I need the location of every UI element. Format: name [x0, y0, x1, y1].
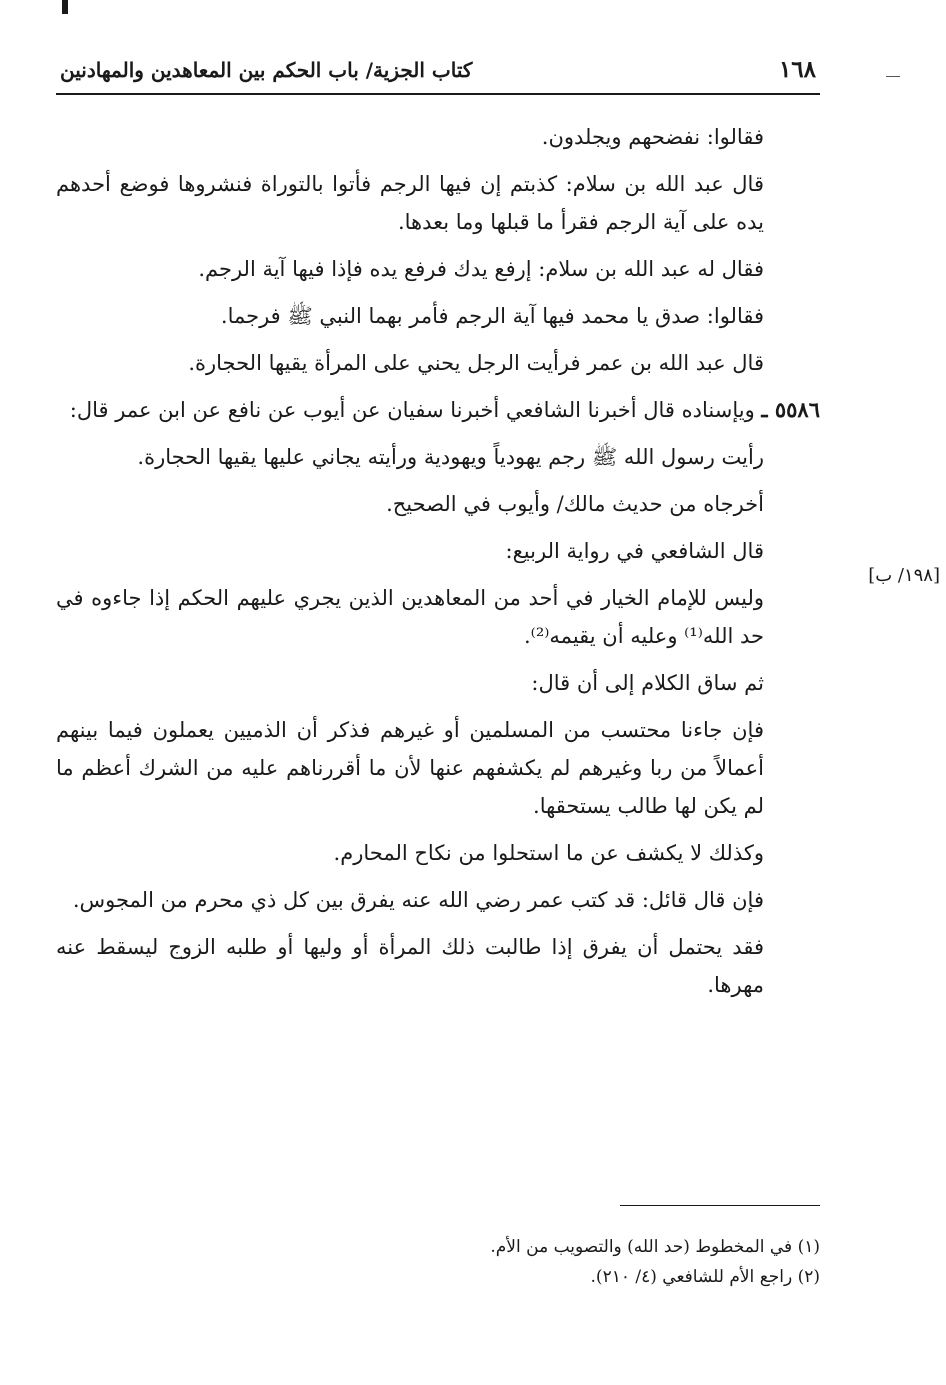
page-header: [56, 50, 820, 92]
paragraph: وكذلك لا يكشف عن ما استحلوا من نكاح المحارم.: [333, 841, 764, 865]
paragraph: فإن قال قائل: قد كتب عمر رضي الله عنه يفرق بين كل ذي محرم من المجوس.: [72, 888, 764, 912]
paragraph: أخرجاه من حديث مالك/ وأيوب في الصحيح.: [386, 492, 764, 516]
paragraph: فقال له عبد الله بن سلام: إرفع يدك فرفع يده فإذا فيها آية الرجم.: [198, 257, 764, 281]
hadith-number: ٥٥٨٦ ـ: [761, 397, 820, 422]
hadith-paragraph: [56, 391, 820, 429]
paragraph: قال الشافعي في رواية الربيع:: [505, 539, 764, 563]
footnotes: [56, 1232, 820, 1292]
paragraph: فقالوا: صدق يا محمد فيها آية الرجم فأمر بهما النبي ﷺ فرجما.: [220, 304, 764, 328]
footnote: (٢) راجع الأم للشافعي (٤/ ٢١٠).: [590, 1267, 820, 1287]
running-title: كتاب الجزية/ باب الحكم بين المعاهدين والمهادنين: [60, 58, 473, 82]
scan-corner-mark: [62, 0, 68, 14]
scan-stray-mark: [886, 76, 900, 77]
paragraph: فقالوا: نفضحهم ويجلدون.: [541, 125, 764, 149]
paragraph: ثم ساق الكلام إلى أن قال:: [531, 671, 764, 695]
paragraph: وليس للإمام الخيار في أحد من المعاهدين الذين يجري عليهم الحكم إذا جاءوه في حد الله⁽¹⁾ وعليه أن يقيمه⁽²⁾.: [56, 586, 764, 648]
paragraph: فقد يحتمل أن يفرق إذا طالبت ذلك المرأة أو وليها أو طلبه الزوج ليسقط عنه مهرها.: [56, 935, 764, 997]
footnote-rule: [620, 1205, 820, 1206]
paragraph: فإن جاءنا محتسب من المسلمين أو غيرهم فذكر أن الذميين يعملون فيما بينهم أعمالاً من ربا وغيرهم لم يكشفهم عنها لأن ما أقررناهم عليه من الشرك أعظم ما لم يكن لها طالب يستحقها.: [56, 718, 764, 818]
paragraph: قال عبد الله بن سلام: كذبتم إن فيها الرجم فأتوا بالتوراة فنشروها فوضع أحدهم يده على آية الرجم فقرأ ما قبلها وما بعدها.: [56, 172, 764, 234]
footnote: (١) في المخطوط (حد الله) والتصويب من الأم.: [490, 1237, 820, 1257]
paragraph: قال عبد الله بن عمر فرأيت الرجل يحني على المرأة يقيها الحجارة.: [188, 351, 764, 375]
hadith-text: ويإسناده قال أخبرنا الشافعي أخبرنا سفيان عن أيوب عن نافع عن ابن عمر قال:: [69, 398, 755, 422]
manuscript-folio-note: [١٩٨/ ب]: [868, 565, 940, 586]
page-number: ١٦٨: [778, 56, 816, 83]
paragraph: رأيت رسول الله ﷺ رجم يهودياً ويهودية ورأيته يجاني عليها يقيها الحجارة.: [137, 445, 764, 469]
header-rule: [56, 93, 820, 95]
body-text: [56, 118, 820, 1013]
